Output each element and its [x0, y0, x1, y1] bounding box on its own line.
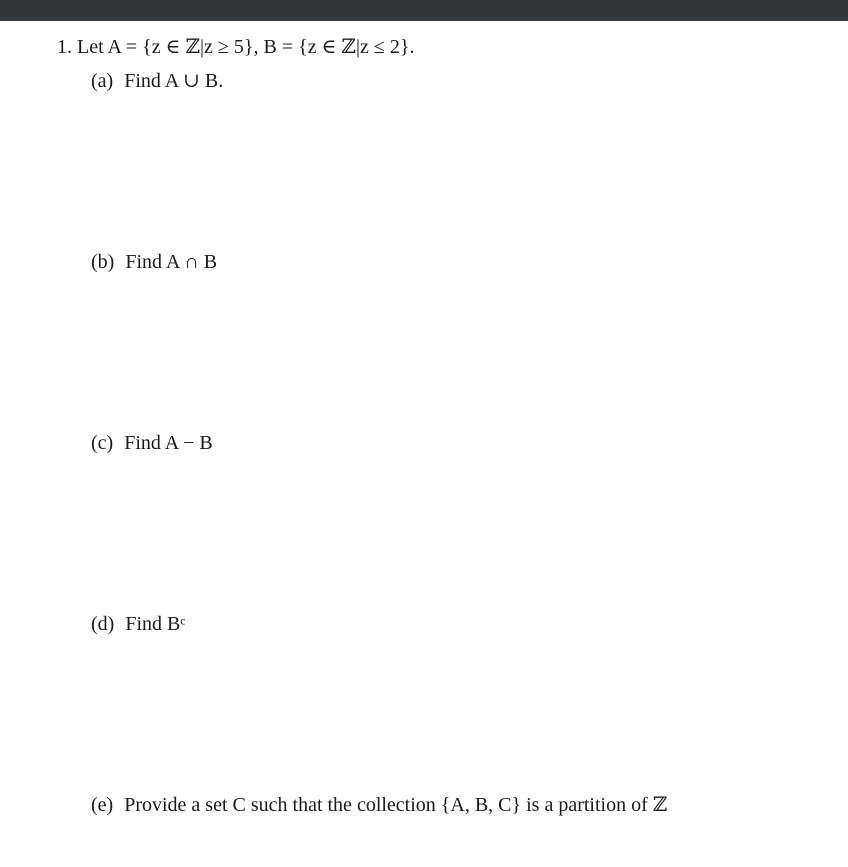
part-label: (a)	[91, 70, 114, 92]
top-toolbar	[0, 0, 848, 21]
part-text: Find A ∩ B	[125, 251, 218, 273]
part-text: Find A ∪ B.	[124, 70, 224, 92]
part-text: Provide a set C such that the collection {A, B, C} is a partition of ℤ	[124, 794, 668, 816]
part-a	[91, 69, 223, 93]
part-label: (d)	[91, 613, 115, 635]
part-d	[91, 612, 185, 636]
part-label: (b)	[91, 251, 115, 273]
part-text: Find Bᶜ	[125, 613, 186, 635]
part-label: (c)	[91, 432, 114, 454]
part-c	[91, 431, 213, 455]
part-label: (e)	[91, 794, 114, 816]
problem-text: Let A = {z ∈ ℤ|z ≥ 5}, B = {z ∈ ℤ|z ≤ 2}.	[77, 36, 415, 58]
part-b	[91, 250, 217, 274]
problem-statement	[57, 35, 414, 59]
part-e	[91, 793, 667, 817]
part-text: Find A − B	[124, 432, 213, 454]
problem-number: 1.	[57, 36, 72, 58]
